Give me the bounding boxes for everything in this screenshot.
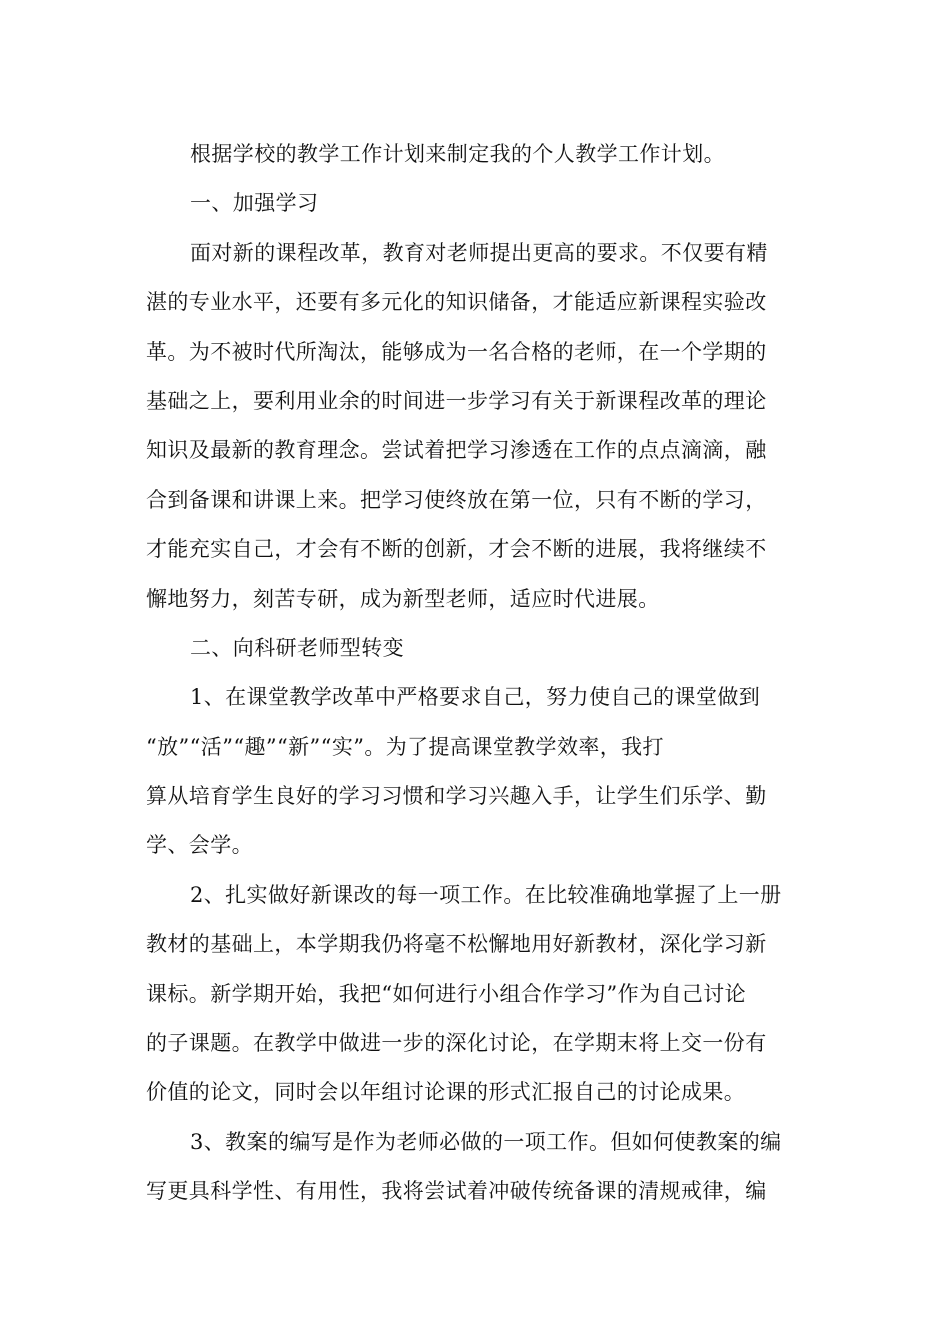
item2-line: 2、扎实做好新课改的每一项工作。在比较准确地掌握了上一册 <box>190 882 782 907</box>
section2-heading: 二、向科研老师型转变 <box>190 635 404 660</box>
section1-line: 面对新的课程改革，教育对老师提出更高的要求。不仅要有精 <box>190 240 768 265</box>
item1-line: 学、会学。 <box>146 833 253 858</box>
section1-line: 才能充实自己，才会有不断的创新，才会不断的进展，我将继续不 <box>146 537 767 562</box>
item2-line: 教材的基础上，本学期我仍将毫不松懈地用好新教材，深化学习新 <box>146 932 767 957</box>
item2-line: 课标。新学期开始，我把“如何进行小组合作学习”作为自己讨论 <box>146 981 747 1006</box>
section1-line: 湛的专业水平，还要有多元化的知识储备，才能适应新课程实验改 <box>146 290 767 315</box>
item1-line: 1、在课堂教学改革中严格要求自己，努力使自己的课堂做到 <box>190 685 761 710</box>
section1-heading: 一、加强学习 <box>190 191 319 216</box>
item2-line: 的子课题。在教学中做进一步的深化讨论，在学期末将上交一份有 <box>146 1031 767 1056</box>
document-body <box>146 130 806 1217</box>
item3-line: 3、教案的编写是作为老师必做的一项工作。但如何使教案的编 <box>190 1129 782 1154</box>
section1-line: 合到备课和讲课上来。把学习使终放在第一位，只有不断的学习， <box>146 487 767 512</box>
section1-line: 知识及最新的教育理念。尝试着把学习渗透在工作的点点滴滴，融 <box>146 438 767 463</box>
section1-line: 基础之上，要利用业余的时间进一步学习有关于新课程改革的理论 <box>146 388 767 413</box>
item2-line: 价值的论文，同时会以年组讨论课的形式汇报自己的讨论成果。 <box>146 1080 746 1105</box>
item3-line: 写更具科学性、有用性，我将尝试着冲破传统备课的清规戒律，编 <box>146 1179 767 1204</box>
section1-line: 懈地努力，刻苦专研，成为新型老师，适应时代进展。 <box>146 586 660 611</box>
item1-line: “放”“活”“趣”“新”“实”。为了提高课堂教学效率，我打 <box>146 734 664 759</box>
section1-line: 革。为不被时代所淘汰，能够成为一名合格的老师，在一个学期的 <box>146 339 767 364</box>
intro-paragraph: 根据学校的教学工作计划来制定我的个人教学工作计划。 <box>190 142 725 166</box>
item1-line: 算从培育学生良好的学习习惯和学习兴趣入手，让学生们乐学、勤 <box>146 784 767 809</box>
